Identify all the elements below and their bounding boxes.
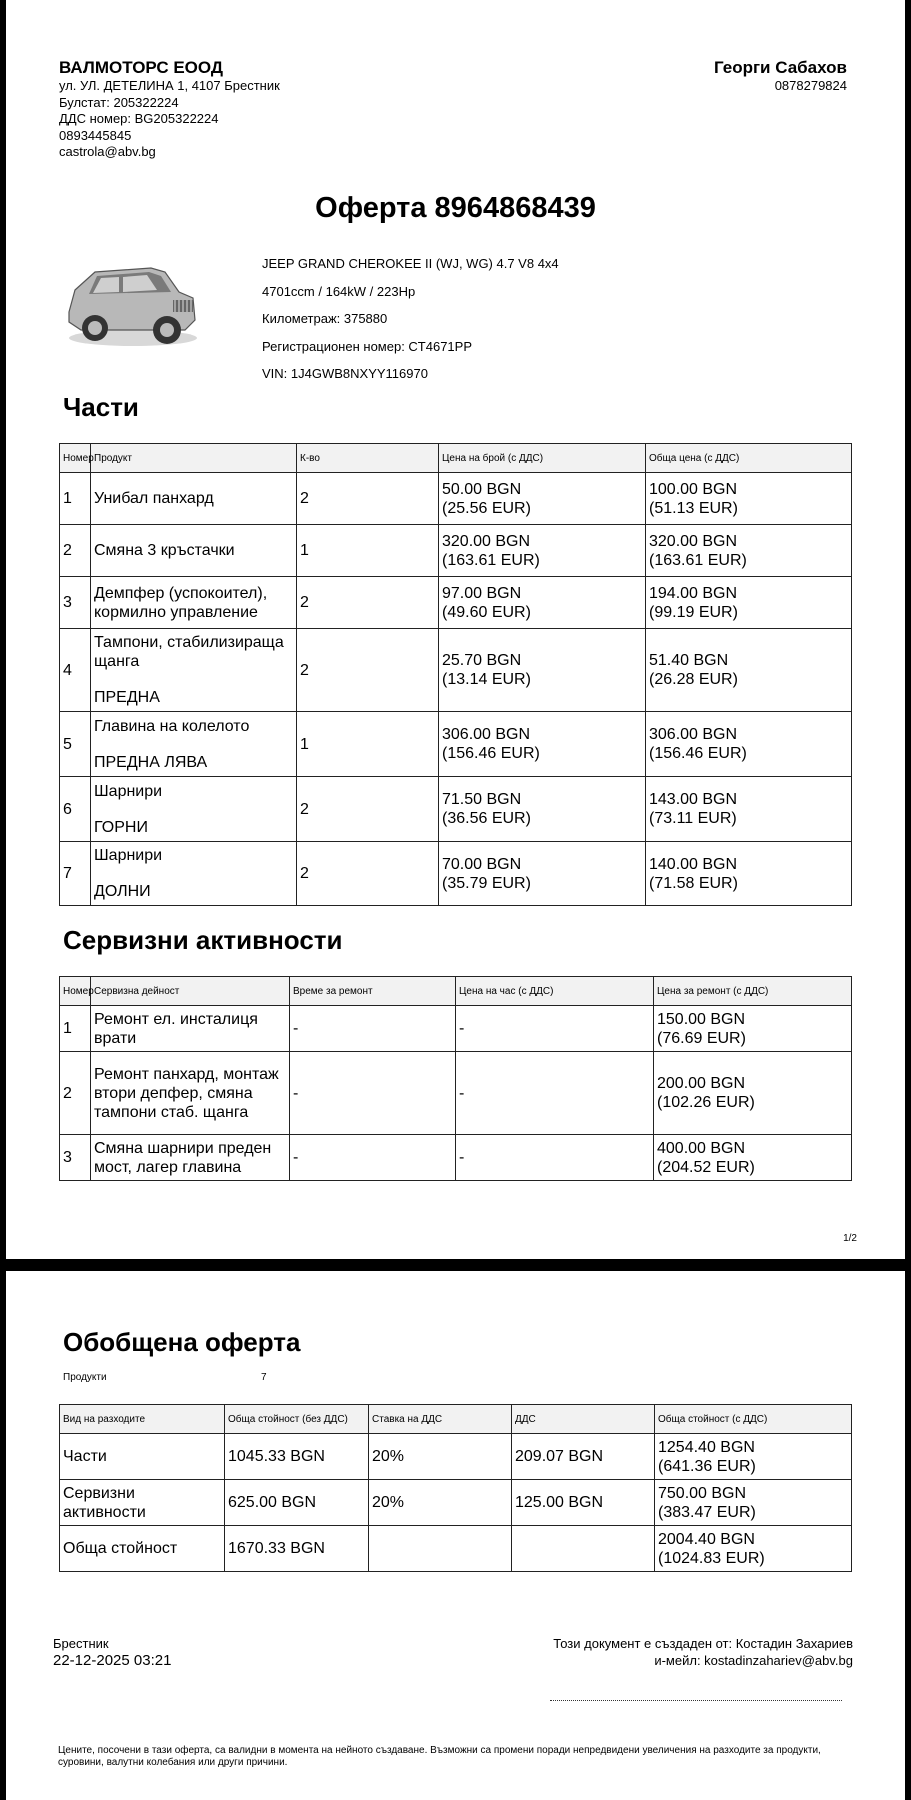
offer-title: Оферта 8964868439 [315,192,596,224]
repair-time: - [290,1052,456,1135]
row-number: 1 [60,1006,91,1052]
summary-heading: Обобщена оферта [63,1327,301,1357]
vehicle-mileage: Километраж: 375880 [262,311,388,326]
product-cell [91,842,297,906]
footer-place: Брестник [53,1636,109,1651]
total-price-eur: (156.46 EUR) [649,745,747,762]
product-name: Смяна 3 кръстачки [94,542,235,559]
column-header: Номер [60,444,91,473]
gross-bgn: 2004.40 BGN [658,1530,755,1548]
unit-price-bgn: 25.70 BGN [442,652,522,669]
column-header: Сервизна дейност [91,977,290,1006]
client-info [714,58,847,95]
row-number: 6 [60,777,91,842]
table-row [60,577,852,629]
column-header: Цена на брой (с ДДС) [439,444,646,473]
table-row [60,1526,852,1572]
vehicle-engine: 4701ccm / 164kW / 223Hp [262,283,416,299]
unit-price-bgn: 306.00 BGN [442,726,531,743]
service-activity: Ремонт ел. инсталиця врати [91,1006,290,1052]
column-header: Обща стойност (с ДДС) [655,1405,852,1434]
company-phone: 0893445845 [59,127,132,143]
company-email: castrola@abv.bg [59,144,156,159]
gross-amount [655,1434,852,1480]
gross-eur: (1024.83 EUR) [658,1549,765,1567]
product-name: Главина на колелото [94,717,250,735]
repair-price-eur: (204.52 EUR) [657,1158,755,1176]
products-count: 7 [261,1372,267,1383]
product-cell [91,577,297,629]
disclaimer: Цените, посочени в тази оферта, са валидни в момента на нейното създаване. Възможни са промени поради непредвидени увеличения на разходите за продукти, суровини, валутни колебания или други причини. [58,1745,821,1768]
client-name: Георги Сабахов [713,58,847,77]
total-price-eur: (163.61 EUR) [649,551,747,569]
row-number: 3 [60,577,91,629]
repair-price-eur: (76.69 EUR) [657,1029,746,1047]
services-heading: Сервизни активности [63,925,343,955]
unit-price-eur: (156.46 EUR) [442,745,540,762]
total-price [646,473,852,525]
total-price [646,712,852,777]
repair-price-bgn: 200.00 BGN [657,1075,746,1092]
total-price [646,629,852,712]
table-row [60,629,852,712]
column-header: Номер [60,977,91,1006]
unit-price [439,629,646,712]
column-header: Обща стойност (без ДДС) [225,1405,369,1434]
vat-rate [369,1526,512,1572]
column-header: ДДС [512,1405,655,1434]
gross-bgn: 1254.40 BGN [658,1438,755,1456]
expense-type: Обща стойност [60,1526,225,1572]
signature-line [550,1700,842,1701]
company-vat: ДДС номер: BG205322224 [59,111,219,126]
footer-date: 22-12-2025 03:21 [53,1652,172,1669]
table-row [60,473,852,525]
column-header: Цена за ремонт (с ДДС) [654,977,852,1006]
total-price-eur: (71.58 EUR) [649,874,738,892]
unit-price [439,777,646,842]
column-header: Обща цена (с ДДС) [646,444,852,473]
column-header: Вид на разходите [60,1405,225,1434]
product-note: ГОРНИ [94,818,148,836]
table-row [60,1135,852,1181]
hourly-rate: - [456,1135,654,1181]
repair-price [654,1006,852,1052]
quantity: 2 [297,629,439,712]
footer-right [553,1635,853,1669]
page-number: 1/2 [843,1233,857,1244]
repair-time: - [290,1006,456,1052]
total-price-bgn: 320.00 BGN [649,532,738,550]
total-price [646,525,852,577]
total-price-bgn: 143.00 BGN [649,791,738,808]
hourly-rate: - [456,1052,654,1135]
total-price-eur: (99.19 EUR) [649,603,738,621]
product-note: ПРЕДНА [94,689,160,706]
unit-price-eur: (36.56 EUR) [442,810,531,827]
row-number: 1 [60,473,91,525]
product-name: Тампони, стабилизираща щанга [94,634,284,670]
row-number: 4 [60,629,91,712]
quantity: 2 [297,473,439,525]
company-info [59,58,280,161]
repair-price [654,1135,852,1181]
product-cell [91,473,297,525]
unit-price [439,525,646,577]
total-price-eur: (51.13 EUR) [649,499,738,517]
gross-eur: (383.47 EUR) [658,1503,756,1521]
vehicle-info [262,250,559,388]
vat-rate: 20% [369,1434,512,1480]
vat-amount [512,1526,655,1572]
vehicle-vin: VIN: 1J4GWB8NXYY116970 [262,366,428,381]
column-header: Цена на час (с ДДС) [456,977,654,1006]
table-row [60,1434,852,1480]
services-header-row [60,977,852,1006]
product-cell [91,629,297,712]
gross-amount [655,1526,852,1572]
unit-price [439,712,646,777]
unit-price-eur: (25.56 EUR) [442,499,531,517]
vat-amount: 209.07 BGN [512,1434,655,1480]
row-number: 5 [60,712,91,777]
product-note: ДОЛНИ [94,883,151,900]
unit-price-eur: (35.79 EUR) [442,874,531,892]
table-row [60,525,852,577]
product-name: Шарнири [94,782,163,800]
vehicle-model: JEEP GRAND CHEROKEE II (WJ, WG) 4.7 V8 4x4 [262,256,559,271]
total-price [646,777,852,842]
table-row [60,1052,852,1135]
expense-type: Части [60,1434,225,1480]
product-cell [91,777,297,842]
vat-rate: 20% [369,1480,512,1526]
product-note: ПРЕДНА ЛЯВА [94,753,208,771]
services-table [59,976,852,1181]
product-cell [91,712,297,777]
table-row [60,1006,852,1052]
total-price-bgn: 51.40 BGN [649,652,729,669]
table-row [60,712,852,777]
product-name: Демпфер (успокоител), кормилно управление [94,584,268,621]
unit-price-bgn: 97.00 BGN [442,584,522,602]
row-number: 2 [60,525,91,577]
client-phone: 0878279824 [774,78,847,93]
footer-created-by: Този документ е създаден от: Костадин Захариев [553,1636,853,1651]
net-amount: 1670.33 BGN [225,1526,369,1572]
table-row [60,842,852,906]
vat-amount: 125.00 BGN [512,1480,655,1526]
unit-price-eur: (49.60 EUR) [442,603,531,621]
total-price [646,842,852,906]
summary-header-row [60,1405,852,1434]
total-price-bgn: 140.00 BGN [649,855,738,873]
net-amount: 1045.33 BGN [225,1434,369,1480]
document-page-1 [6,0,905,1259]
company-name: ВАЛМОТОРС ЕООД [59,58,223,77]
product-name: Унибал панхард [94,490,214,507]
parts-heading: Части [63,392,139,422]
unit-price [439,842,646,906]
column-header: Време за ремонт [290,977,456,1006]
unit-price-eur: (13.14 EUR) [442,671,531,688]
car-photo [61,250,201,355]
unit-price [439,473,646,525]
repair-price-bgn: 400.00 BGN [657,1139,746,1157]
service-activity: Ремонт панхард, монтаж втори депфер, смяна тампони стаб. щанга [91,1052,290,1135]
row-number: 7 [60,842,91,906]
unit-price [439,577,646,629]
total-price-eur: (26.28 EUR) [649,671,738,688]
table-row [60,777,852,842]
repair-price [654,1052,852,1135]
unit-price-bgn: 70.00 BGN [442,855,522,873]
vehicle-registration: Регистрационен номер: CT4671PP [262,338,473,354]
footer-email: и-мейл: kostadinzahariev@abv.bg [654,1653,853,1668]
row-number: 3 [60,1135,91,1181]
summary-table [59,1404,852,1572]
unit-price-bgn: 71.50 BGN [442,791,522,808]
repair-price-eur: (102.26 EUR) [657,1094,755,1111]
parts-table [59,443,852,906]
quantity: 2 [297,842,439,906]
total-price-bgn: 100.00 BGN [649,480,738,498]
total-price-bgn: 194.00 BGN [649,584,738,602]
quantity: 1 [297,525,439,577]
hourly-rate: - [456,1006,654,1052]
parts-header-row [60,444,852,473]
repair-time: - [290,1135,456,1181]
total-price-bgn: 306.00 BGN [649,726,738,743]
quantity: 1 [297,712,439,777]
product-cell [91,525,297,577]
net-amount: 625.00 BGN [225,1480,369,1526]
expense-type: Сервизни активности [60,1480,225,1526]
service-activity: Смяна шарнири преден мост, лагер главина [91,1135,290,1181]
quantity: 2 [297,777,439,842]
total-price-eur: (73.11 EUR) [649,810,737,827]
company-address: ул. УЛ. ДЕТЕЛИНА 1, 4107 Брестник [59,78,280,93]
products-label: Продукти [63,1372,107,1383]
unit-price-bgn: 50.00 BGN [442,480,522,498]
unit-price-eur: (163.61 EUR) [442,551,540,569]
unit-price-bgn: 320.00 BGN [442,532,531,550]
gross-eur: (641.36 EUR) [658,1457,756,1475]
total-price [646,577,852,629]
quantity: 2 [297,577,439,629]
repair-price-bgn: 150.00 BGN [657,1010,746,1028]
product-name: Шарнири [94,847,163,864]
column-header: Ставка на ДДС [369,1405,512,1434]
column-header: Продукт [91,444,297,473]
gross-amount [655,1480,852,1526]
company-bulstat: Булстат: 205322224 [59,94,179,110]
column-header: К-во [297,444,439,473]
row-number: 2 [60,1052,91,1135]
table-row [60,1480,852,1526]
footer-left [53,1635,171,1669]
gross-bgn: 750.00 BGN [658,1484,747,1502]
